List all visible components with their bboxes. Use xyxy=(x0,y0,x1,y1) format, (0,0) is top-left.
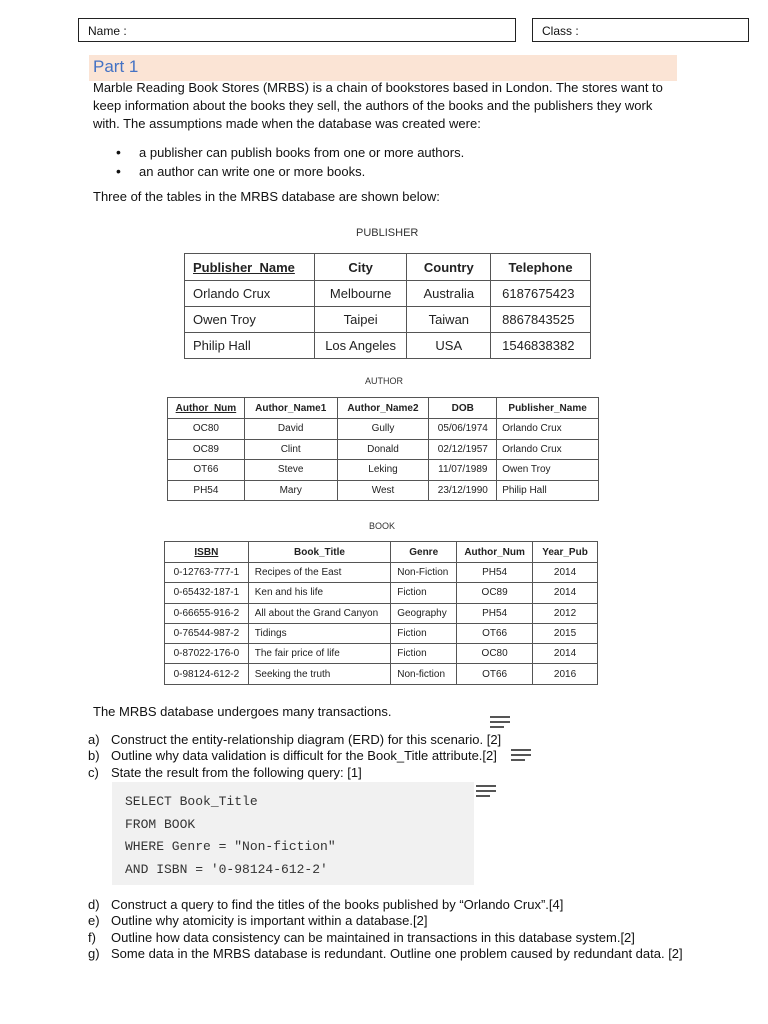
table-cell: Taipei xyxy=(314,307,407,333)
table-cell: Taiwan xyxy=(407,307,491,333)
column-header: Author_Name2 xyxy=(337,398,429,419)
question-label: a) xyxy=(88,732,100,747)
question-text: State the result from the following query: [1] xyxy=(111,764,362,780)
table-row xyxy=(168,480,599,501)
table-cell: 05/06/1974 xyxy=(429,419,497,440)
table-cell: 2012 xyxy=(533,603,598,623)
column-header: City xyxy=(314,254,407,281)
column-header: Book_Title xyxy=(248,542,390,563)
table-cell: OC80 xyxy=(168,419,245,440)
table-row xyxy=(185,333,591,359)
class-field[interactable] xyxy=(532,18,749,42)
table-cell: The fair price of life xyxy=(248,644,390,664)
questions-list xyxy=(88,732,688,781)
question-label: c) xyxy=(88,764,99,780)
table-cell: Orlando Crux xyxy=(185,281,315,307)
table-cell: Steve xyxy=(244,460,337,481)
table-cell: OC80 xyxy=(457,644,533,664)
table-row xyxy=(165,664,598,684)
table-cell: Fiction xyxy=(391,583,457,603)
table-row xyxy=(165,603,598,623)
table-row xyxy=(185,281,591,307)
table-cell: 0-12763-777-1 xyxy=(165,563,249,583)
question-label: e) xyxy=(88,913,100,929)
table-cell: Geography xyxy=(391,603,457,623)
comment-lines-icon[interactable] xyxy=(511,749,531,763)
table-cell: Philip Hall xyxy=(497,480,599,501)
table-cell: Australia xyxy=(407,281,491,307)
table-cell: Non-Fiction xyxy=(391,563,457,583)
table-cell: Orlando Crux xyxy=(497,439,599,460)
part-title: Part 1 xyxy=(93,57,139,76)
intro-paragraph: Marble Reading Book Stores (MRBS) is a chain of bookstores based in London. The stores want to keep information about the books they sell, the authors of the books and the publishers they work with. The assumptions made when the database was created were: xyxy=(93,80,663,131)
table-cell: 0-87022-176-0 xyxy=(165,644,249,664)
table-row xyxy=(165,583,598,603)
table-row xyxy=(165,644,598,664)
table-cell: Philip Hall xyxy=(185,333,315,359)
table-cell: OT66 xyxy=(457,664,533,684)
column-header: Genre xyxy=(391,542,457,563)
table-cell: 1546838382 xyxy=(491,333,591,359)
table-cell: Mary xyxy=(244,480,337,501)
table-cell: Non-fiction xyxy=(391,664,457,684)
comment-lines-icon[interactable] xyxy=(490,716,510,730)
author-table xyxy=(167,397,599,501)
table-cell: 02/12/1957 xyxy=(429,439,497,460)
question-label: d) xyxy=(88,897,100,912)
table-cell: USA xyxy=(407,333,491,359)
table-cell: 2015 xyxy=(533,623,598,643)
table-cell: 2014 xyxy=(533,644,598,664)
code-line: FROM BOOK xyxy=(125,816,196,832)
author-caption: AUTHOR xyxy=(365,376,403,386)
part-heading-bar xyxy=(89,55,677,81)
question-text: Construct a query to find the titles of the books published by “Orlando Crux”.[4] xyxy=(111,897,564,912)
table-cell: Fiction xyxy=(391,644,457,664)
table-cell: 0-76544-987-2 xyxy=(165,623,249,643)
table-header-row xyxy=(165,542,598,563)
question-text: Construct the entity-relationship diagram (ERD) for this scenario. [2] xyxy=(111,732,502,747)
table-header-row xyxy=(168,398,599,419)
question-item xyxy=(88,946,688,962)
name-label: Name : xyxy=(88,24,127,38)
column-header: DOB xyxy=(429,398,497,419)
table-cell: Leking xyxy=(337,460,429,481)
table-row xyxy=(168,439,599,460)
question-item xyxy=(88,765,688,781)
table-cell: OC89 xyxy=(457,583,533,603)
table-cell: Gully xyxy=(337,419,429,440)
column-header: Publisher_Name xyxy=(497,398,599,419)
column-header: ISBN xyxy=(165,542,249,563)
table-cell: Owen Troy xyxy=(185,307,315,333)
name-field[interactable] xyxy=(78,18,516,42)
table-cell: 23/12/1990 xyxy=(429,480,497,501)
table-cell: OT66 xyxy=(457,623,533,643)
table-header-row xyxy=(185,254,591,281)
transactions-text: The MRBS database undergoes many transactions. xyxy=(93,704,392,719)
sql-query-block xyxy=(112,782,474,885)
code-line: WHERE Genre = "Non-fiction" xyxy=(125,839,336,854)
assumptions-list xyxy=(116,143,464,181)
table-cell: 0-98124-612-2 xyxy=(165,664,249,684)
question-label: g) xyxy=(88,945,100,961)
question-item xyxy=(88,732,688,748)
table-row xyxy=(165,563,598,583)
question-text: Some data in the MRBS database is redundant. Outline one problem caused by redundant data. [2] xyxy=(111,945,683,961)
column-header: Publisher_Name xyxy=(185,254,315,281)
code-line: SELECT Book_Title xyxy=(125,794,258,809)
table-row xyxy=(168,419,599,440)
code-line: AND ISBN = '0-98124-612-2' xyxy=(125,861,328,877)
table-row xyxy=(168,460,599,481)
question-item xyxy=(88,897,688,913)
table-cell: PH54 xyxy=(457,603,533,623)
table-cell: All about the Grand Canyon xyxy=(248,603,390,623)
table-cell: Orlando Crux xyxy=(497,419,599,440)
column-header: Year_Pub xyxy=(533,542,598,563)
question-text: Outline how data consistency can be maintained in transactions in this database system.[2] xyxy=(111,929,635,945)
table-cell: 2014 xyxy=(533,583,598,603)
table-cell: Clint xyxy=(244,439,337,460)
question-item xyxy=(88,930,688,946)
book-caption: BOOK xyxy=(369,521,396,531)
table-cell: 0-65432-187-1 xyxy=(165,583,249,603)
table-cell: PH54 xyxy=(168,480,245,501)
table-cell: OC89 xyxy=(168,439,245,460)
table-cell: 6187675423 xyxy=(491,281,591,307)
assumption-item: • an author can write one or more books. xyxy=(116,162,464,181)
question-item xyxy=(88,913,688,929)
comment-lines-icon[interactable] xyxy=(476,785,496,799)
table-cell: Fiction xyxy=(391,623,457,643)
book-table xyxy=(164,541,598,685)
table-cell: Ken and his life xyxy=(248,583,390,603)
table-row xyxy=(165,623,598,643)
table-cell: Owen Troy xyxy=(497,460,599,481)
question-label: f) xyxy=(88,929,96,945)
column-header: Author_Name1 xyxy=(244,398,337,419)
table-cell: Recipes of the East xyxy=(248,563,390,583)
question-text: Outline why data validation is difficult for the Book_Title attribute.[2] xyxy=(111,748,497,764)
question-text: Outline why atomicity is important within a database.[2] xyxy=(111,913,428,929)
column-header: Author_Num xyxy=(457,542,533,563)
table-cell: West xyxy=(337,480,429,501)
tables-lead-text: Three of the tables in the MRBS database are shown below: xyxy=(93,189,440,204)
table-cell: 2016 xyxy=(533,664,598,684)
column-header: Telephone xyxy=(491,254,591,281)
table-cell: David xyxy=(244,419,337,440)
table-cell: OT66 xyxy=(168,460,245,481)
table-cell: Melbourne xyxy=(314,281,407,307)
table-row xyxy=(185,307,591,333)
publisher-caption: PUBLISHER xyxy=(356,227,419,239)
column-header: Author_Num xyxy=(168,398,245,419)
table-cell: Los Angeles xyxy=(314,333,407,359)
table-cell: 0-66655-916-2 xyxy=(165,603,249,623)
table-cell: Tidings xyxy=(248,623,390,643)
column-header: Country xyxy=(407,254,491,281)
table-cell: 8867843525 xyxy=(491,307,591,333)
table-cell: PH54 xyxy=(457,563,533,583)
question-label: b) xyxy=(88,748,100,764)
table-cell: 11/07/1989 xyxy=(429,460,497,481)
class-label: Class : xyxy=(542,24,579,38)
table-cell: Donald xyxy=(337,439,429,460)
question-item xyxy=(88,748,688,764)
questions-list xyxy=(88,897,688,962)
table-cell: 2014 xyxy=(533,563,598,583)
table-cell: Seeking the truth xyxy=(248,664,390,684)
assumption-item: • a publisher can publish books from one or more authors. xyxy=(116,143,464,162)
publisher-table xyxy=(184,253,591,359)
